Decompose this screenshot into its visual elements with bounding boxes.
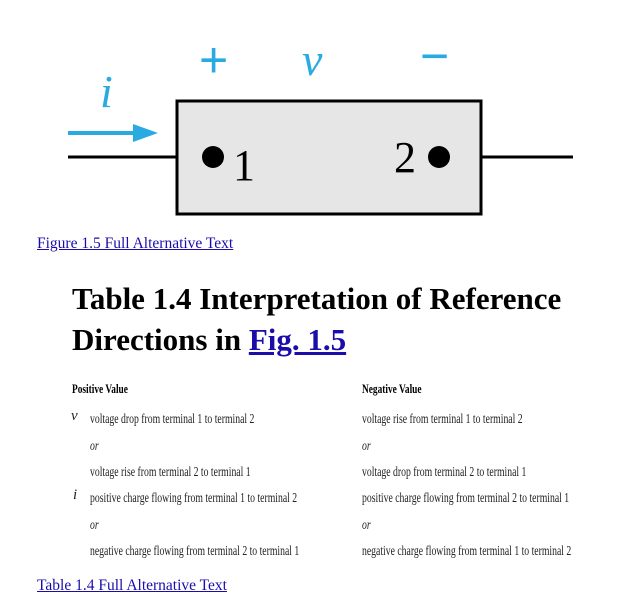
figure-reference-link[interactable]: Fig. 1.5 bbox=[248, 322, 347, 357]
table-cell: or bbox=[90, 517, 99, 532]
table-cell: negative charge flowing from terminal 2 to terminal 1 bbox=[90, 543, 300, 558]
terminal-1-dot bbox=[202, 146, 224, 168]
table-cell: or bbox=[362, 438, 371, 453]
table-cell: voltage drop from terminal 1 to terminal 2 bbox=[90, 411, 255, 426]
table-cell: positive charge flowing from terminal 2 to terminal 1 bbox=[362, 490, 570, 505]
terminal-2-dot bbox=[428, 146, 450, 168]
table-cell: voltage rise from terminal 1 to terminal 2 bbox=[362, 411, 523, 426]
table-cell: positive charge flowing from terminal 1 to terminal 2 bbox=[90, 490, 298, 505]
terminal-1-label: 1 bbox=[233, 141, 255, 190]
table-title bbox=[72, 278, 612, 360]
column-header-positive: Positive Value bbox=[72, 381, 128, 396]
column-header-negative: Negative Value bbox=[362, 381, 422, 396]
table-cell: negative charge flowing from terminal 1 to terminal 2 bbox=[362, 543, 572, 558]
plus-sign: + bbox=[199, 32, 229, 88]
current-label: i bbox=[100, 66, 113, 117]
voltage-label: v bbox=[302, 34, 323, 85]
terminal-2-label: 2 bbox=[394, 133, 416, 182]
row-symbol-v: v bbox=[71, 408, 78, 424]
figure-alt-text-link[interactable]: Figure 1.5 Full Alternative Text bbox=[37, 235, 234, 252]
table-cell: voltage drop from terminal 2 to terminal 1 bbox=[362, 464, 527, 479]
table-alt-text-link[interactable]: Table 1.4 Full Alternative Text bbox=[37, 577, 227, 594]
current-arrow-head bbox=[133, 124, 158, 142]
table-cell: voltage rise from terminal 2 to terminal 1 bbox=[90, 464, 251, 479]
circuit-element-figure bbox=[0, 0, 623, 230]
table-title-text: Table 1.4 Interpretation of Reference Directions in bbox=[72, 281, 562, 357]
table-cell: or bbox=[362, 517, 371, 532]
minus-sign: − bbox=[420, 28, 450, 84]
row-symbol-i: i bbox=[73, 487, 78, 503]
table-cell: or bbox=[90, 438, 99, 453]
